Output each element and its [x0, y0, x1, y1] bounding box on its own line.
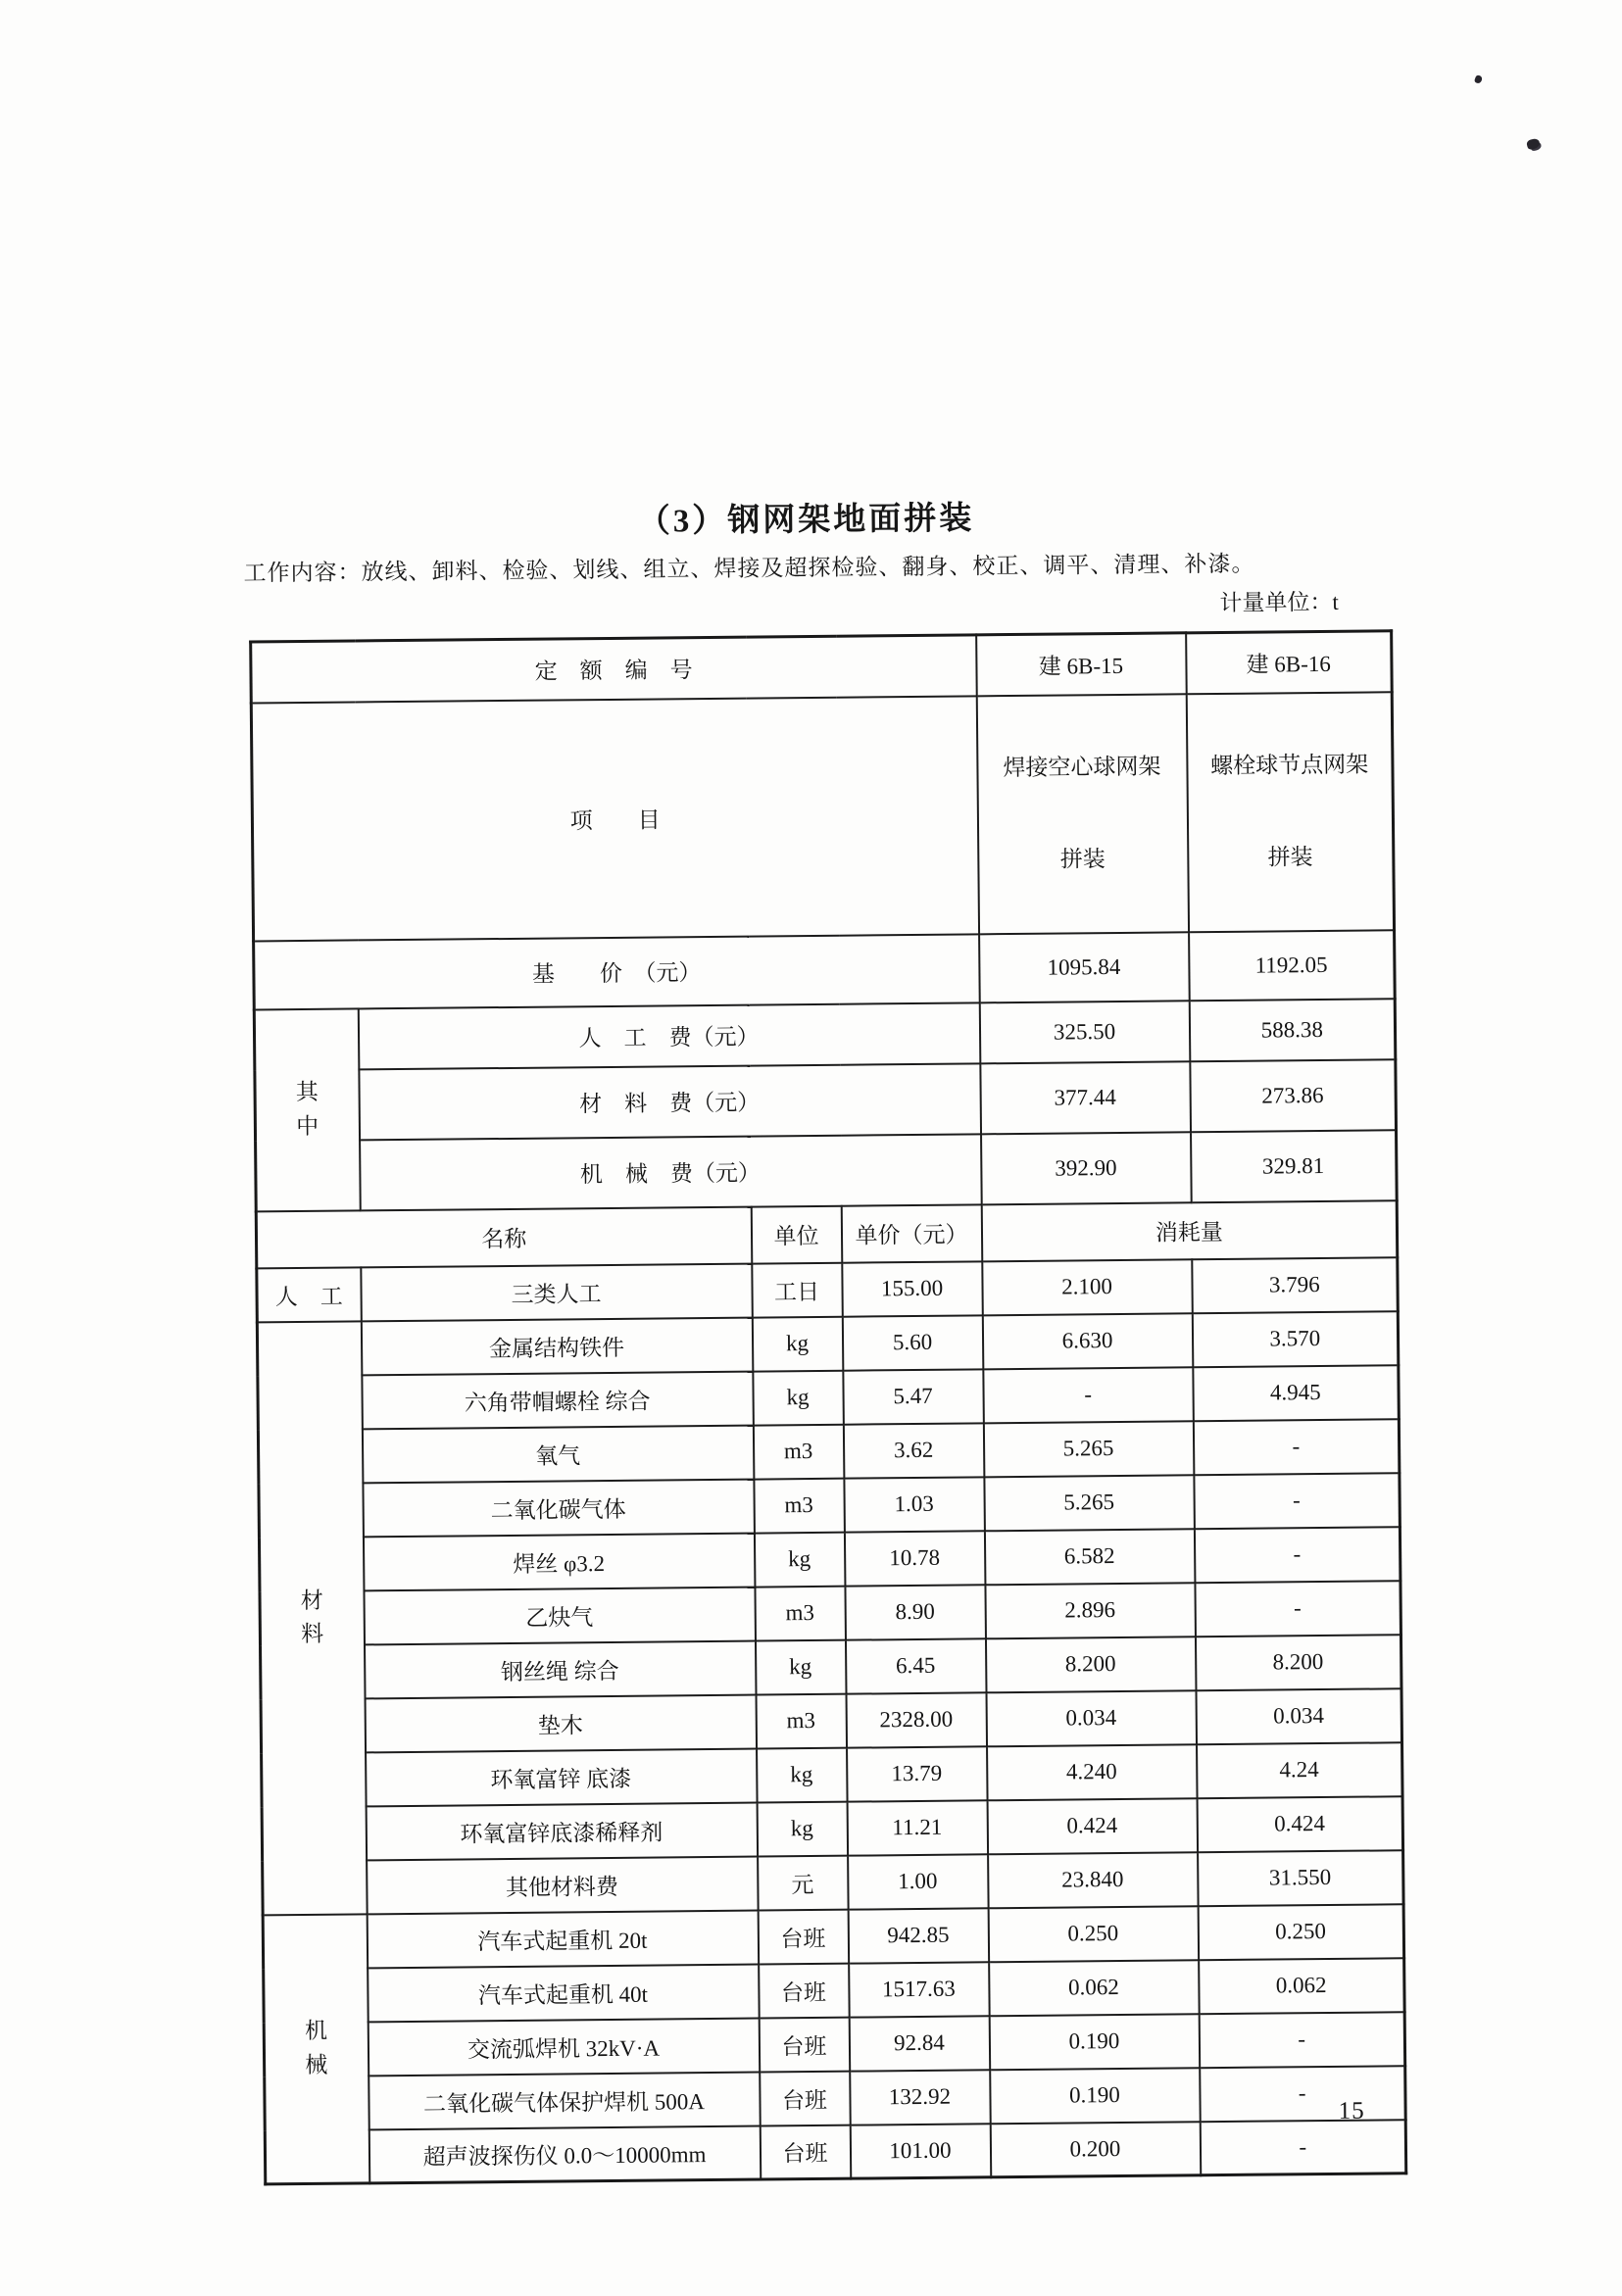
row-consumption-1: 0.034 [986, 1690, 1197, 1746]
row-name: 乙炔气 [364, 1587, 756, 1644]
group-label-machine [263, 1914, 369, 2184]
machine-fee-value-1: 392.90 [981, 1132, 1192, 1204]
row-consumption-2: - [1199, 2012, 1405, 2068]
row-name: 超声波探伤仪 0.0～10000mm [369, 2125, 761, 2183]
row-consumption-1: 0.190 [990, 2068, 1201, 2124]
row-unit: m3 [756, 1693, 847, 1748]
row-name: 环氧富锌底漆稀释剂 [366, 1802, 758, 1860]
row-unit: 台班 [760, 2071, 851, 2125]
item-value-1-line2: 拼装 [1059, 847, 1106, 872]
material-fee-value-2: 273.86 [1190, 1059, 1397, 1132]
group-label-material-text: 材料 [300, 1588, 324, 1647]
table-row-machine-fee [256, 1130, 1398, 1211]
work-content-line: 工作内容：放线、卸料、检验、划线、组立、焊接及超探检验、翻身、校正、调平、清理、补漆。 [243, 551, 1255, 586]
machine-fee-label: 机 械 费（元） [360, 1134, 982, 1210]
row-unit: m3 [753, 1424, 844, 1479]
row-name: 环氧富锌 底漆 [366, 1748, 758, 1806]
row-consumption-2: 3.570 [1192, 1311, 1399, 1367]
row-price: 6.45 [845, 1638, 986, 1693]
base-price-value-2: 1192.05 [1189, 930, 1396, 1001]
row-unit: 元 [758, 1855, 849, 1910]
row-consumption-2: 0.424 [1197, 1796, 1403, 1852]
row-consumption-1: 0.190 [989, 2014, 1200, 2070]
row-price: 5.60 [842, 1315, 983, 1370]
row-price: 132.92 [850, 2070, 991, 2125]
row-price: 1517.63 [849, 1962, 990, 2017]
col-header-consumption: 消耗量 [981, 1200, 1398, 1261]
row-consumption-1: 5.265 [984, 1475, 1195, 1531]
row-unit: 台班 [759, 2017, 850, 2072]
table-row-base-price [254, 930, 1396, 1009]
row-name: 金属结构铁件 [361, 1317, 753, 1375]
row-consumption-2: - [1193, 1419, 1400, 1475]
row-consumption-2: 31.550 [1198, 1850, 1404, 1906]
quota-code-value-2: 建 6B-16 [1186, 631, 1393, 694]
row-consumption-1: 2.896 [985, 1583, 1196, 1638]
row-price: 1.00 [848, 1854, 989, 1909]
row-price: 10.78 [844, 1531, 985, 1586]
row-consumption-2: - [1194, 1527, 1401, 1583]
table-row-labor-fee [254, 999, 1396, 1070]
row-name: 交流弧焊机 32kV·A [368, 2018, 760, 2076]
group-label-material [257, 1321, 367, 1915]
row-name: 二氧化碳气体保护焊机 500A [369, 2072, 761, 2129]
col-header-unit: 单位 [751, 1205, 842, 1263]
material-fee-label: 材 料 费（元） [359, 1063, 981, 1140]
col-header-name: 名称 [256, 1206, 752, 1268]
row-name: 钢丝绳 综合 [365, 1640, 757, 1698]
row-unit: m3 [754, 1478, 845, 1533]
row-consumption-2: - [1195, 1581, 1401, 1637]
row-price: 8.90 [845, 1585, 986, 1639]
labor-fee-value-2: 588.38 [1189, 999, 1396, 1061]
row-unit: kg [755, 1639, 846, 1694]
table-row-quota-code [251, 631, 1393, 703]
table-row-material-fee [255, 1059, 1397, 1141]
row-consumption-2: 8.200 [1195, 1635, 1401, 1690]
item-value-2 [1186, 692, 1394, 932]
row-price: 155.00 [842, 1261, 983, 1316]
row-consumption-1: 2.100 [982, 1259, 1193, 1315]
row-name: 三类人工 [361, 1263, 753, 1321]
row-consumption-2: - [1194, 1473, 1401, 1529]
row-name: 汽车式起重机 20t [367, 1910, 759, 1968]
item-value-1-line1: 焊接空心球网架 [1003, 754, 1161, 780]
row-consumption-2: 3.796 [1192, 1257, 1399, 1313]
row-consumption-2: - [1200, 2066, 1406, 2122]
row-unit: kg [754, 1532, 845, 1587]
labor-fee-value-1: 325.50 [979, 1001, 1190, 1063]
row-unit: kg [757, 1801, 848, 1856]
base-price-value-1: 1095.84 [979, 932, 1190, 1002]
material-fee-value-1: 377.44 [980, 1061, 1191, 1134]
row-unit: 台班 [759, 1963, 850, 2018]
row-unit: 台班 [758, 1909, 849, 1964]
among-group-label [254, 1008, 360, 1211]
row-name: 氧气 [362, 1425, 754, 1483]
row-consumption-2: 4.24 [1197, 1742, 1403, 1798]
item-value-2-line2: 拼装 [1267, 845, 1313, 870]
row-consumption-1: 5.265 [983, 1421, 1194, 1477]
row-price: 11.21 [847, 1800, 988, 1855]
row-price: 1.03 [844, 1477, 985, 1532]
row-price: 3.62 [843, 1423, 984, 1478]
row-name: 垫木 [365, 1694, 757, 1752]
row-name: 六角带帽螺栓 综合 [362, 1371, 754, 1429]
row-unit: 台班 [760, 2125, 851, 2179]
quota-code-label: 定 额 编 号 [251, 635, 977, 703]
machine-fee-value-2: 329.81 [1191, 1130, 1398, 1202]
row-price: 101.00 [850, 2124, 991, 2178]
item-label: 项 目 [251, 696, 978, 941]
row-name: 其他材料费 [367, 1856, 759, 1914]
row-consumption-1: 0.250 [988, 1906, 1199, 1962]
row-consumption-2: 0.250 [1198, 1904, 1404, 1960]
item-value-2-line1: 螺栓球节点网架 [1210, 752, 1369, 778]
row-price: 2328.00 [846, 1692, 987, 1747]
row-name: 焊丝 φ3.2 [363, 1533, 755, 1590]
row-unit: kg [757, 1747, 848, 1802]
row-price: 92.84 [849, 2016, 990, 2071]
table-row [265, 2120, 1405, 2184]
row-consumption-2: - [1200, 2120, 1406, 2175]
row-consumption-1: 6.630 [982, 1313, 1193, 1369]
row-unit: kg [753, 1370, 844, 1425]
page-number: 15 [1338, 2097, 1365, 2125]
measure-unit-note: 计量单位：t [1219, 589, 1339, 615]
base-price-label: 基 价 （元） [254, 934, 980, 1009]
row-consumption-1: 0.424 [987, 1798, 1198, 1854]
quota-table [249, 629, 1407, 2185]
row-consumption-1: 4.240 [987, 1744, 1198, 1800]
row-consumption-1: 0.062 [989, 1960, 1200, 2016]
row-unit: m3 [755, 1586, 846, 1640]
item-value-1 [976, 694, 1188, 934]
quota-code-value-1: 建 6B-15 [976, 633, 1187, 696]
table-row-item [251, 692, 1394, 941]
col-header-price: 单价（元） [841, 1204, 982, 1262]
row-consumption-2: 0.034 [1196, 1688, 1402, 1744]
row-consumption-1: 0.200 [990, 2122, 1201, 2177]
row-name: 汽车式起重机 40t [368, 1964, 760, 2022]
row-consumption-1: 8.200 [985, 1637, 1196, 1692]
row-price: 13.79 [847, 1746, 988, 1801]
page-title: （3）钢网架地面拼装 [637, 501, 975, 540]
row-price: 5.47 [843, 1369, 984, 1424]
row-consumption-1: 23.840 [988, 1852, 1199, 1908]
group-label-labor: 人 工 [257, 1267, 362, 1322]
row-unit: kg [752, 1316, 843, 1371]
row-consumption-2: 0.062 [1199, 1958, 1405, 2014]
row-name: 二氧化碳气体 [363, 1479, 755, 1537]
row-consumption-1: - [983, 1367, 1194, 1423]
row-price: 942.85 [848, 1908, 989, 1963]
group-label-machine-text: 机械 [304, 2019, 328, 2077]
row-consumption-2: 4.945 [1193, 1365, 1400, 1421]
among-group-label-text: 其中 [295, 1079, 319, 1139]
row-unit: 工日 [752, 1262, 843, 1317]
row-consumption-1: 6.582 [984, 1529, 1195, 1585]
labor-fee-label: 人 工 费（元） [358, 1002, 980, 1069]
